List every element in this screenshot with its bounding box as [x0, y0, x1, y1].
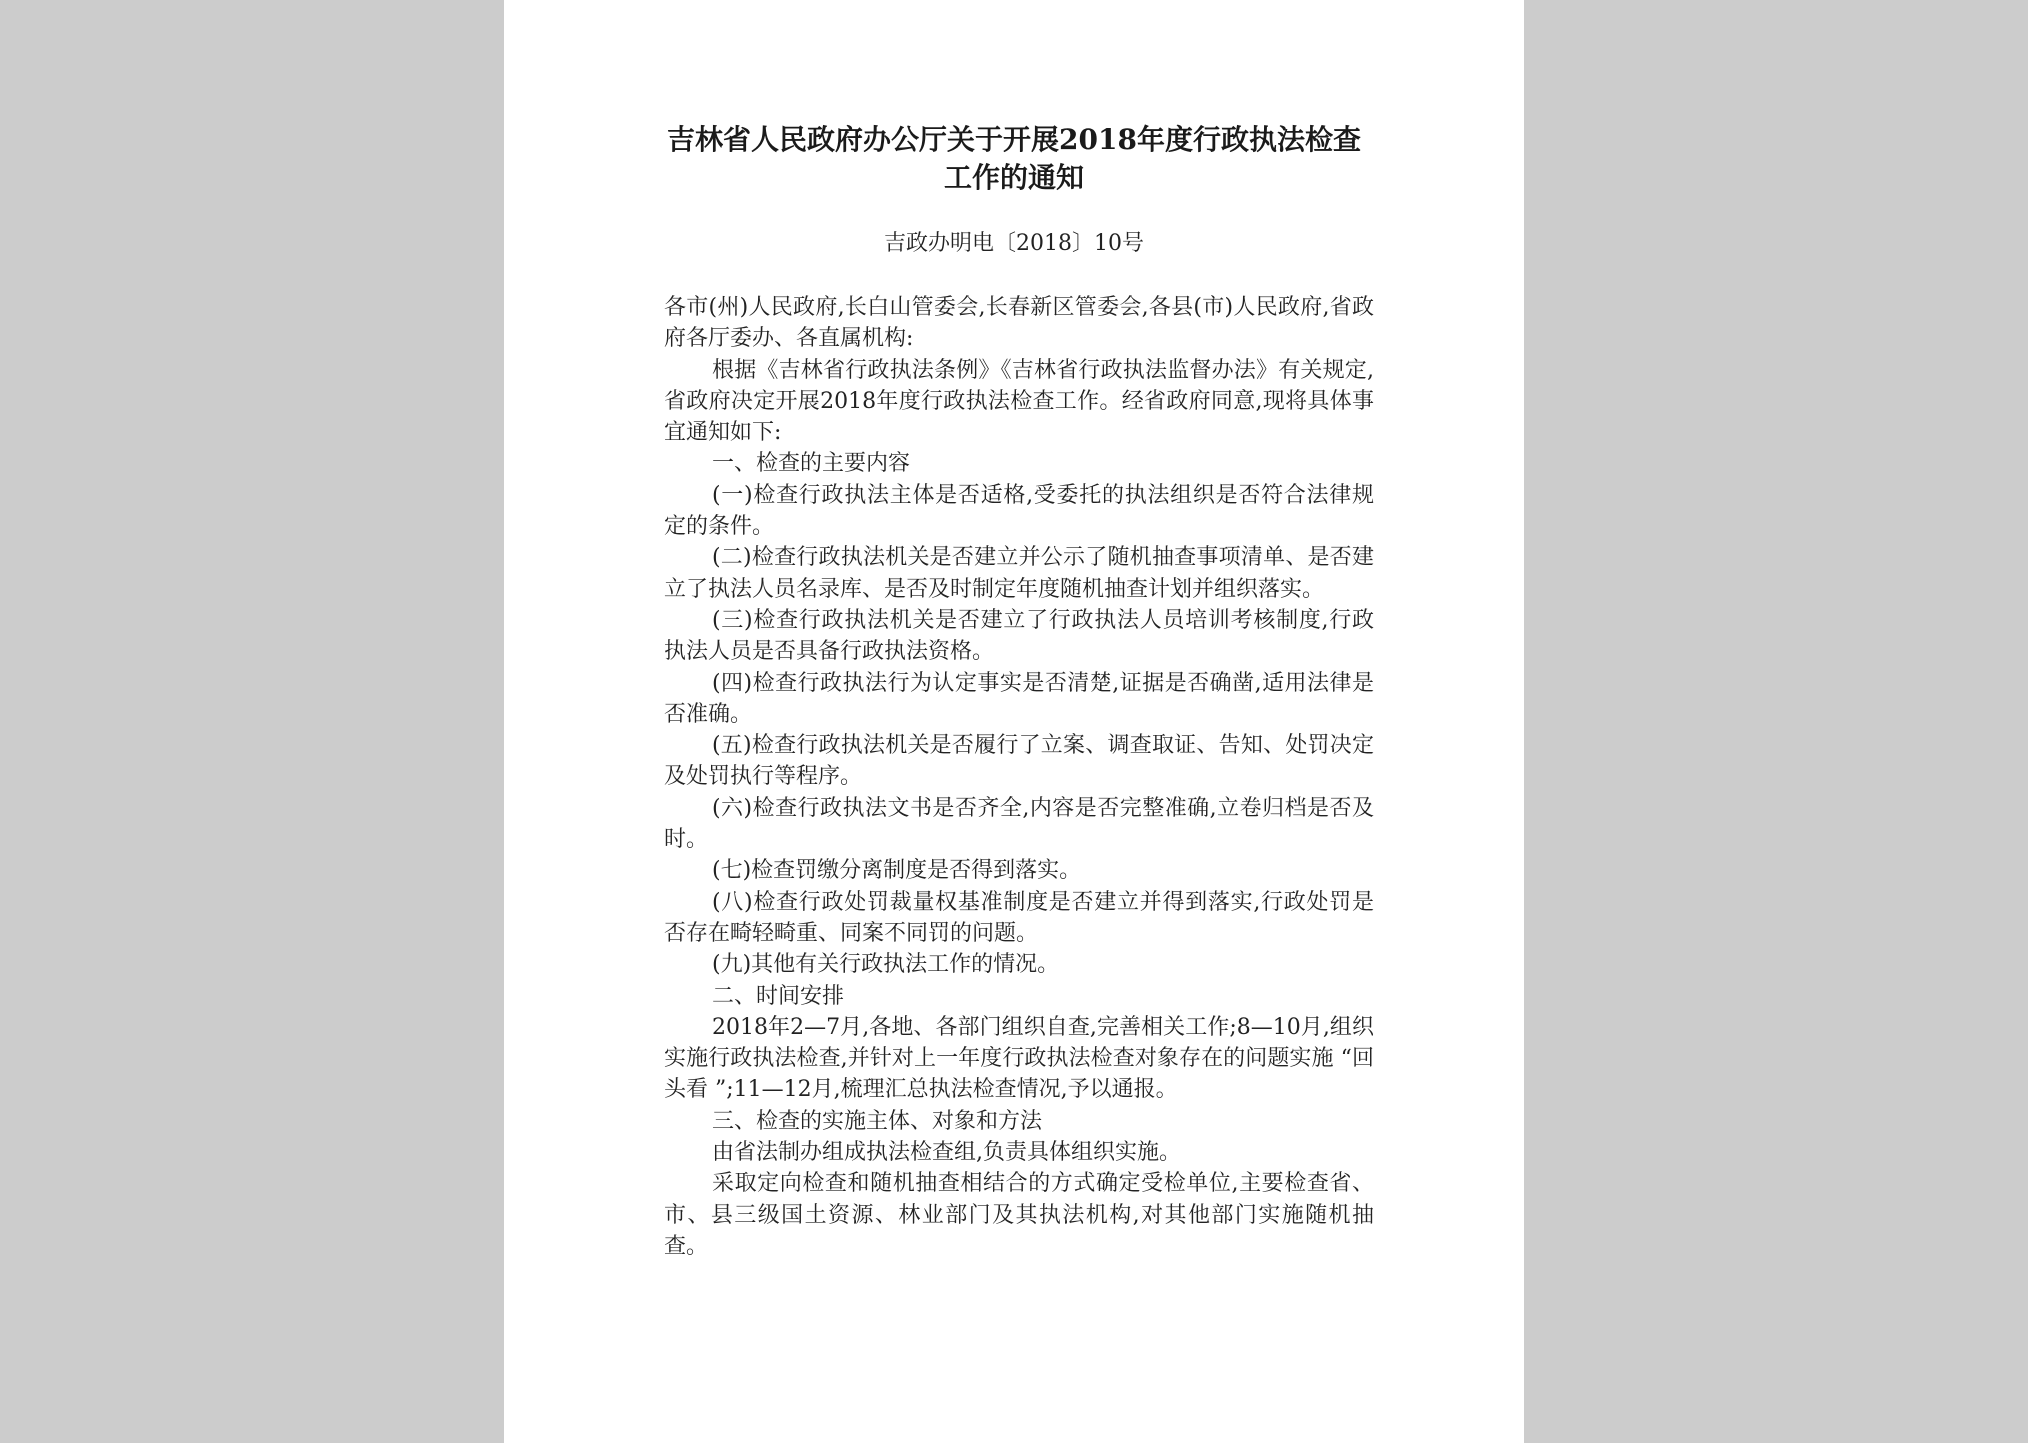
body-paragraph: (七)检查罚缴分离制度是否得到落实。 — [712, 858, 1082, 884]
document-title-line-1: 吉林省人民政府办公厅关于开展2018年度行政执法检查 — [667, 123, 1361, 156]
body-paragraph: (二)检查行政执法机关是否建立并公示了随机抽查事项清单、是否建立了执法人员名录库、是否及时制定年度随机抽查计划并组织落实。 — [664, 545, 1374, 602]
body-paragraph: (一)检查行政执法主体是否适格,受委托的执法组织是否符合法律规定的条件。 — [664, 482, 1374, 540]
body-paragraph: 二、时间安排 — [712, 983, 845, 1009]
body-paragraph: 由省法制办组成执法检查组,负责具体组织实施。 — [712, 1140, 1181, 1166]
body-paragraph: 采取定向检查和随机抽查相结合的方式确定受检单位,主要检查省、市、县三级国土资源、林业部门及其执法机构,对其他部门实施随机抽查。 — [664, 1171, 1374, 1259]
body-paragraph: (六)检查行政执法文书是否齐全,内容是否完整准确,立卷归档是否及时。 — [664, 795, 1374, 853]
body-paragraph: (九)其他有关行政执法工作的情况。 — [712, 952, 1060, 978]
body-paragraph: (五)检查行政执法机关是否履行了立案、调查取证、告知、处罚决定及处罚执行等程序。 — [664, 733, 1374, 790]
body-paragraph: 三、检查的实施主体、对象和方法 — [712, 1108, 1043, 1134]
body-paragraph: (八)检查行政处罚裁量权基准制度是否建立并得到落实,行政处罚是否存在畸轻畸重、同案不同罚的问题。 — [664, 889, 1374, 946]
body-paragraph: (三)检查行政执法机关是否建立了行政执法人员培训考核制度,行政执法人员是否具备行政执法资格。 — [664, 607, 1374, 665]
body-paragraph: 2018年2—7月,各地、各部门组织自查,完善相关工作;8—10月,组织实施行政执法检查,并针对上一年度行政执法检查对象存在的问题实施 “回头看 ”;11—12月,梳理汇总执法检查情况,予以通报。 — [664, 1014, 1374, 1103]
document-title-line-2: 工作的通知 — [943, 161, 1084, 194]
body-paragraph: 一、检查的主要内容 — [712, 451, 911, 477]
document-number: 吉政办明电〔2018〕10号 — [884, 231, 1144, 256]
document-body — [664, 292, 1374, 1262]
document-page — [504, 0, 1524, 1443]
body-paragraph: (四)检查行政执法行为认定事实是否清楚,证据是否确凿,适用法律是否准确。 — [664, 670, 1374, 727]
body-paragraph: 根据《吉林省行政执法条例》《吉林省行政执法监督办法》有关规定,省政府决定开展2018年度行政执法检查工作。经省政府同意,现将具体事宜通知如下: — [664, 357, 1374, 446]
body-paragraph: 各市(州)人民政府,长白山管委会,长春新区管委会,各县(市)人民政府,省政府各厅委办、各直属机构: — [664, 295, 1374, 352]
